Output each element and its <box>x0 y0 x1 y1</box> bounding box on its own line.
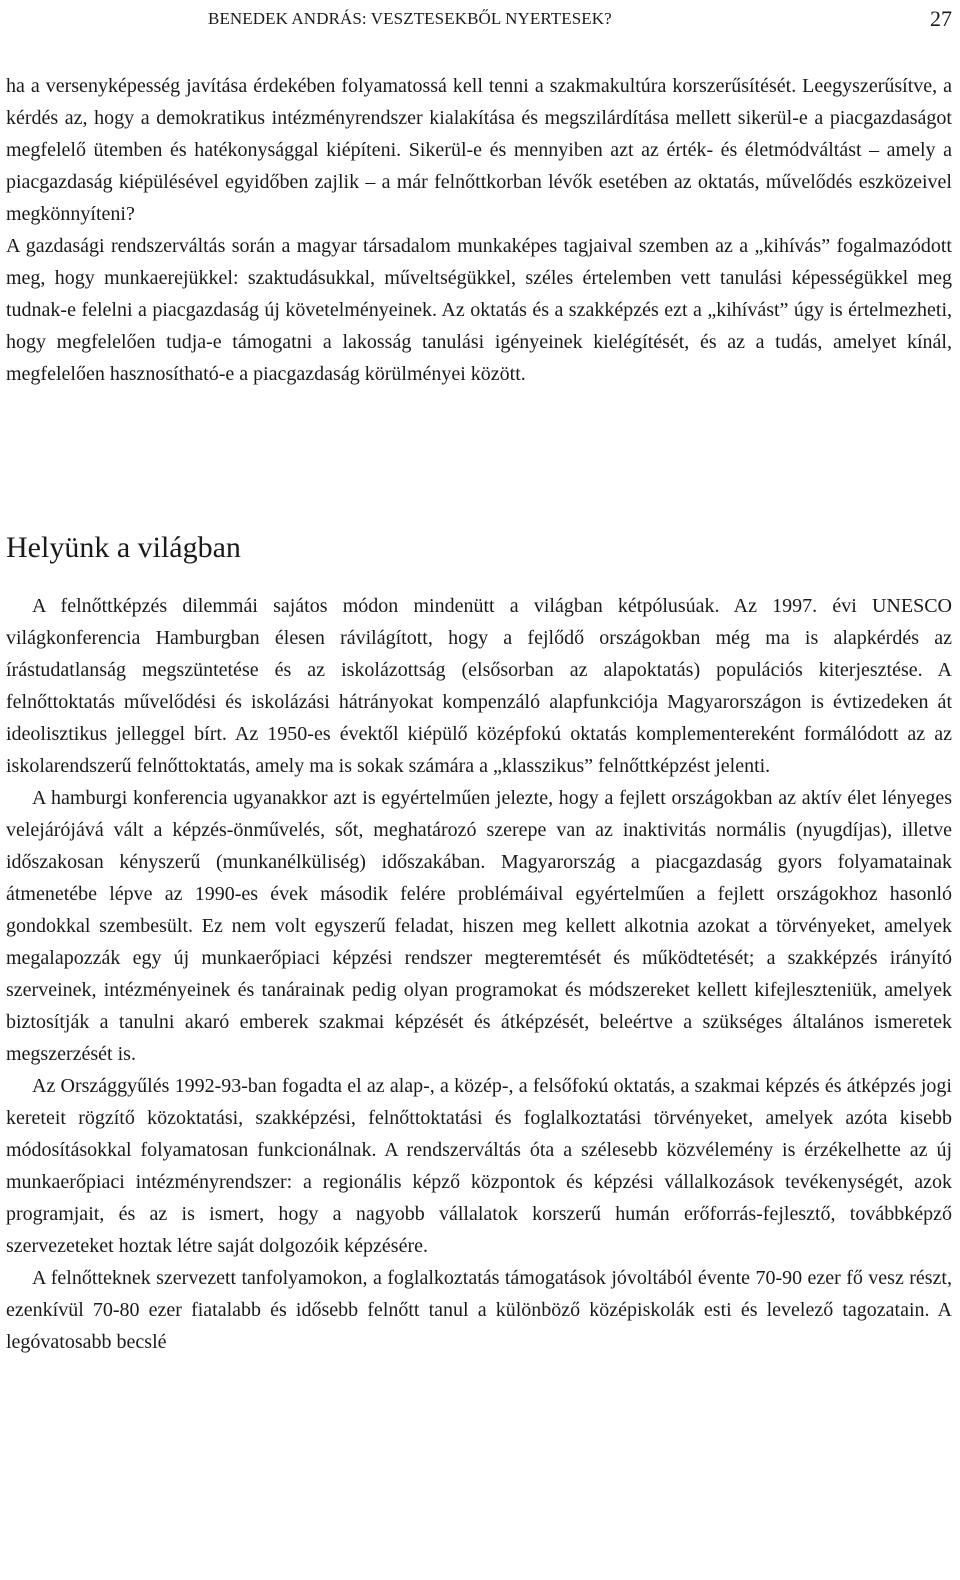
paragraph: A felnőtteknek szervezett tanfolyamokon, a foglalkoztatás támogatások jóvoltából évente 70-90 ezer fő vesz részt, ezenkívül 70-80 ezer fiatalabb és idősebb felnőtt tanul a különböző középiskolák esti és levelező tagozatain. A legóvatosabb becslé <box>6 1267 952 1353</box>
section-heading: Helyünk a világban <box>6 531 241 564</box>
paragraph: A hamburgi konferencia ugyanakkor azt is egyértelműen jelezte, hogy a fejlett országokban az aktív élet lényeges velejárójává vált a képzés-önművelés, sőt, meghatározó szerepe van az inaktivitás normális (nyugdíjas), illetve időszakosan kényszerű (munkanélküliség) időszakában. Magyarország a piacgazdaság gyors folyamatainak átmenetébe lépve az 1990-es évek második felére problémáival egyértelműen a fejlett országokhoz hasonló gondokkal szembesült. Ez nem volt egyszerű feladat, hiszen meg kellett alkotnia azokat a törvényeket, amelyek megalapozzák egy új munkaerőpiaci képzési rendszer megteremtését és működtetését; a szakképzés irányító szerveinek, intézményeinek és tanárainak pedig olyan programokat és módszereket kellett kifejleszteniük, amelyek biztosítják a tanulni akaró emberek szakmai képzését és átképzését, beleértve a szükséges általános ismeretek megszerzését is. <box>6 787 952 1065</box>
paragraph: A felnőttképzés dilemmái sajátos módon mindenütt a világban kétpólusúak. Az 1997. évi UNESCO világkonferencia Hamburgban élesen rávilágított, hogy a fejlődő országokban még ma is alapkérdés az írástudatlanság megszüntetése és az iskolázottság (elsősorban az alapoktatás) populációs kiterjesztése. A felnőttoktatás művelődési és iskolázási hátrányokat kompenzáló alapfunkciója Magyarországon is évtizedeken át ideolisztikus jelleggel bírt. Az 1950-es évektől kiépülő középfokú oktatás komplementereként formálódott az az iskolarendszerű felnőttoktatás, amely ma is sokak számára a „klasszikus” felnőttképzést jelenti. <box>6 595 952 777</box>
document-page <box>6 0 952 1580</box>
running-title: BENEDEK ANDRÁS: VESZTESEKBŐL NYERTESEK? <box>208 9 612 28</box>
paragraph: Az Országgyűlés 1992-93-ban fogadta el az alap-, a közép-, a felsőfokú oktatás, a szakmai képzés és átképzés jogi kereteit rögzítő közoktatási, szakképzési, felnőttoktatási és foglalkoztatási törvényeket, amelyek azóta kisebb módosításokkal folyamatosan funkcionálnak. A rendszerváltás óta a szélesebb közvélemény is érzékelhette az új munkaerőpiaci intézményrendszer: a regionális képző központok és képzési vállalkozások tevékenységét, azok programjait, és az is ismert, hogy a nagyobb vállalatok korszerű humán erőforrás-fejlesztő, továbbképző szervezeteket hoztak létre saját dolgozóik képzésére. <box>6 1075 952 1257</box>
paragraph: ha a versenyképesség javítása érdekében folyamatossá kell tenni a szakmakultúra korszerűsítését. Leegyszerűsítve, a kérdés az, hogy a demokratikus intézményrendszer kialakítása és megszilárdítása mellett sikerül-e a piacgazdaságot megfelelő ütemben és hatékonysággal kiépíteni. Sikerül-e és mennyiben azt az érték- és életmódváltást – amely a piacgazdaság kiépülésével egyidőben zajlik – a már felnőttkorban lévők esetében az oktatás, művelődés eszközeivel megkönnyíteni? <box>6 75 952 225</box>
page-number: 27 <box>930 6 952 31</box>
section-text <box>6 590 952 1358</box>
intro-text <box>6 70 952 390</box>
running-header <box>6 6 952 30</box>
paragraph: A gazdasági rendszerváltás során a magyar társadalom munkaképes tagjaival szemben az a „kihívás” fogalmazódott meg, hogy munkaerejükkel: szaktudásukkal, műveltségükkel, széles értelemben vett tanulási képességükkel meg tudnak-e felelni a piacgazdaság új követelményeinek. Az oktatás és a szakképzés ezt a „kihívást” úgy is értelmezheti, hogy megfelelően tudja-e támogatni a lakosság tanulási igényeinek kielégítését, és az a tudás, amelyet kínál, megfelelően hasznosítható-e a piacgazdaság körülményei között. <box>6 235 952 385</box>
